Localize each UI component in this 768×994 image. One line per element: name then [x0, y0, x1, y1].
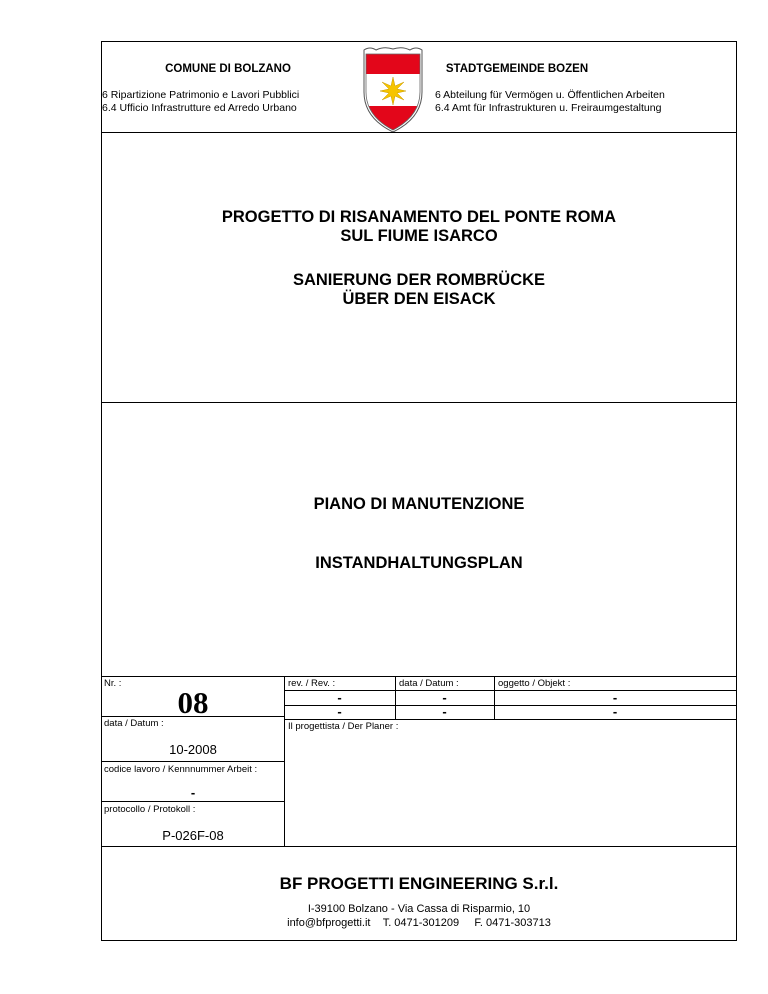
project-title-de-2: ÜBER DEN EISACK: [342, 290, 496, 308]
divider-header: [102, 132, 736, 133]
date-value: 10-2008: [169, 742, 217, 757]
protocol-label: protocollo / Protokoll :: [104, 804, 196, 815]
divider-project: [102, 402, 736, 403]
rev-value-1: -: [337, 690, 342, 705]
object-value-2: -: [612, 704, 618, 719]
header-right-name: STADTGEMEINDE BOZEN: [445, 63, 589, 75]
header-left-line1: 6 Ripartizione Patrimonio e Lavori Pubblici: [102, 89, 300, 101]
planner-label: Il progettista / Der Planer :: [288, 721, 399, 732]
code-value: -: [190, 785, 196, 800]
header-left-name: COMUNE DI BOLZANO: [165, 63, 291, 75]
bolzano-coat-of-arms-icon: [360, 46, 426, 132]
project-title-de-1: SANIERUNG DER ROMBRÜCKE: [292, 271, 546, 289]
header-left-line2: 6.4 Ufficio Infrastrutture ed Arredo Urbano: [102, 102, 297, 114]
project-title-it-2: SUL FIUME ISARCO: [340, 227, 498, 245]
nr-value: 08: [177, 685, 209, 720]
nr-label: Nr. :: [104, 678, 122, 689]
rev-date-value-2: -: [442, 704, 447, 719]
rev-label: rev. / Rev. :: [288, 678, 336, 689]
company-contacts: [102, 917, 736, 929]
project-title-it-1: PROGETTO DI RISANAMENTO DEL PONTE ROMA: [221, 208, 617, 226]
date-label: data / Datum :: [104, 718, 164, 729]
company-email[interactable]: info@bfprogetti.it: [287, 917, 371, 929]
divider-protocol: [102, 801, 284, 802]
divider-document: [102, 676, 736, 677]
object-value-1: -: [612, 690, 618, 705]
rev-date-label: data / Datum :: [399, 678, 459, 689]
rev-value-2: -: [337, 704, 342, 719]
rev-table-bottom: [284, 719, 736, 720]
document-title-it: PIANO DI MANUTENZIONE: [313, 495, 525, 513]
divider-company: [102, 846, 736, 847]
header-right-line2: 6.4 Amt für Infrastrukturen u. Freiraumgestaltung: [435, 102, 662, 114]
company-fax: F. 0471-303713: [474, 917, 551, 929]
code-label: codice lavoro / Kennnummer Arbeit :: [104, 764, 258, 775]
company-phone: T. 0471-301209: [382, 917, 460, 929]
document-title-de: INSTANDHALTUNGSPLAN: [315, 554, 523, 572]
object-label: oggetto / Objekt :: [498, 678, 571, 689]
protocol-value: P-026F-08: [162, 828, 224, 843]
company-name: BF PROGETTI ENGINEERING S.r.l.: [279, 874, 559, 893]
title-block-sheet: [101, 41, 737, 941]
divider-date: [102, 716, 284, 717]
rev-date-value-1: -: [442, 690, 447, 705]
divider-code: [102, 761, 284, 762]
company-address: I-39100 Bolzano - Via Cassa di Risparmio, 10: [307, 903, 531, 915]
header-right-line1: 6 Abteilung für Vermögen u. Öffentlichen Arbeiten: [435, 89, 665, 101]
